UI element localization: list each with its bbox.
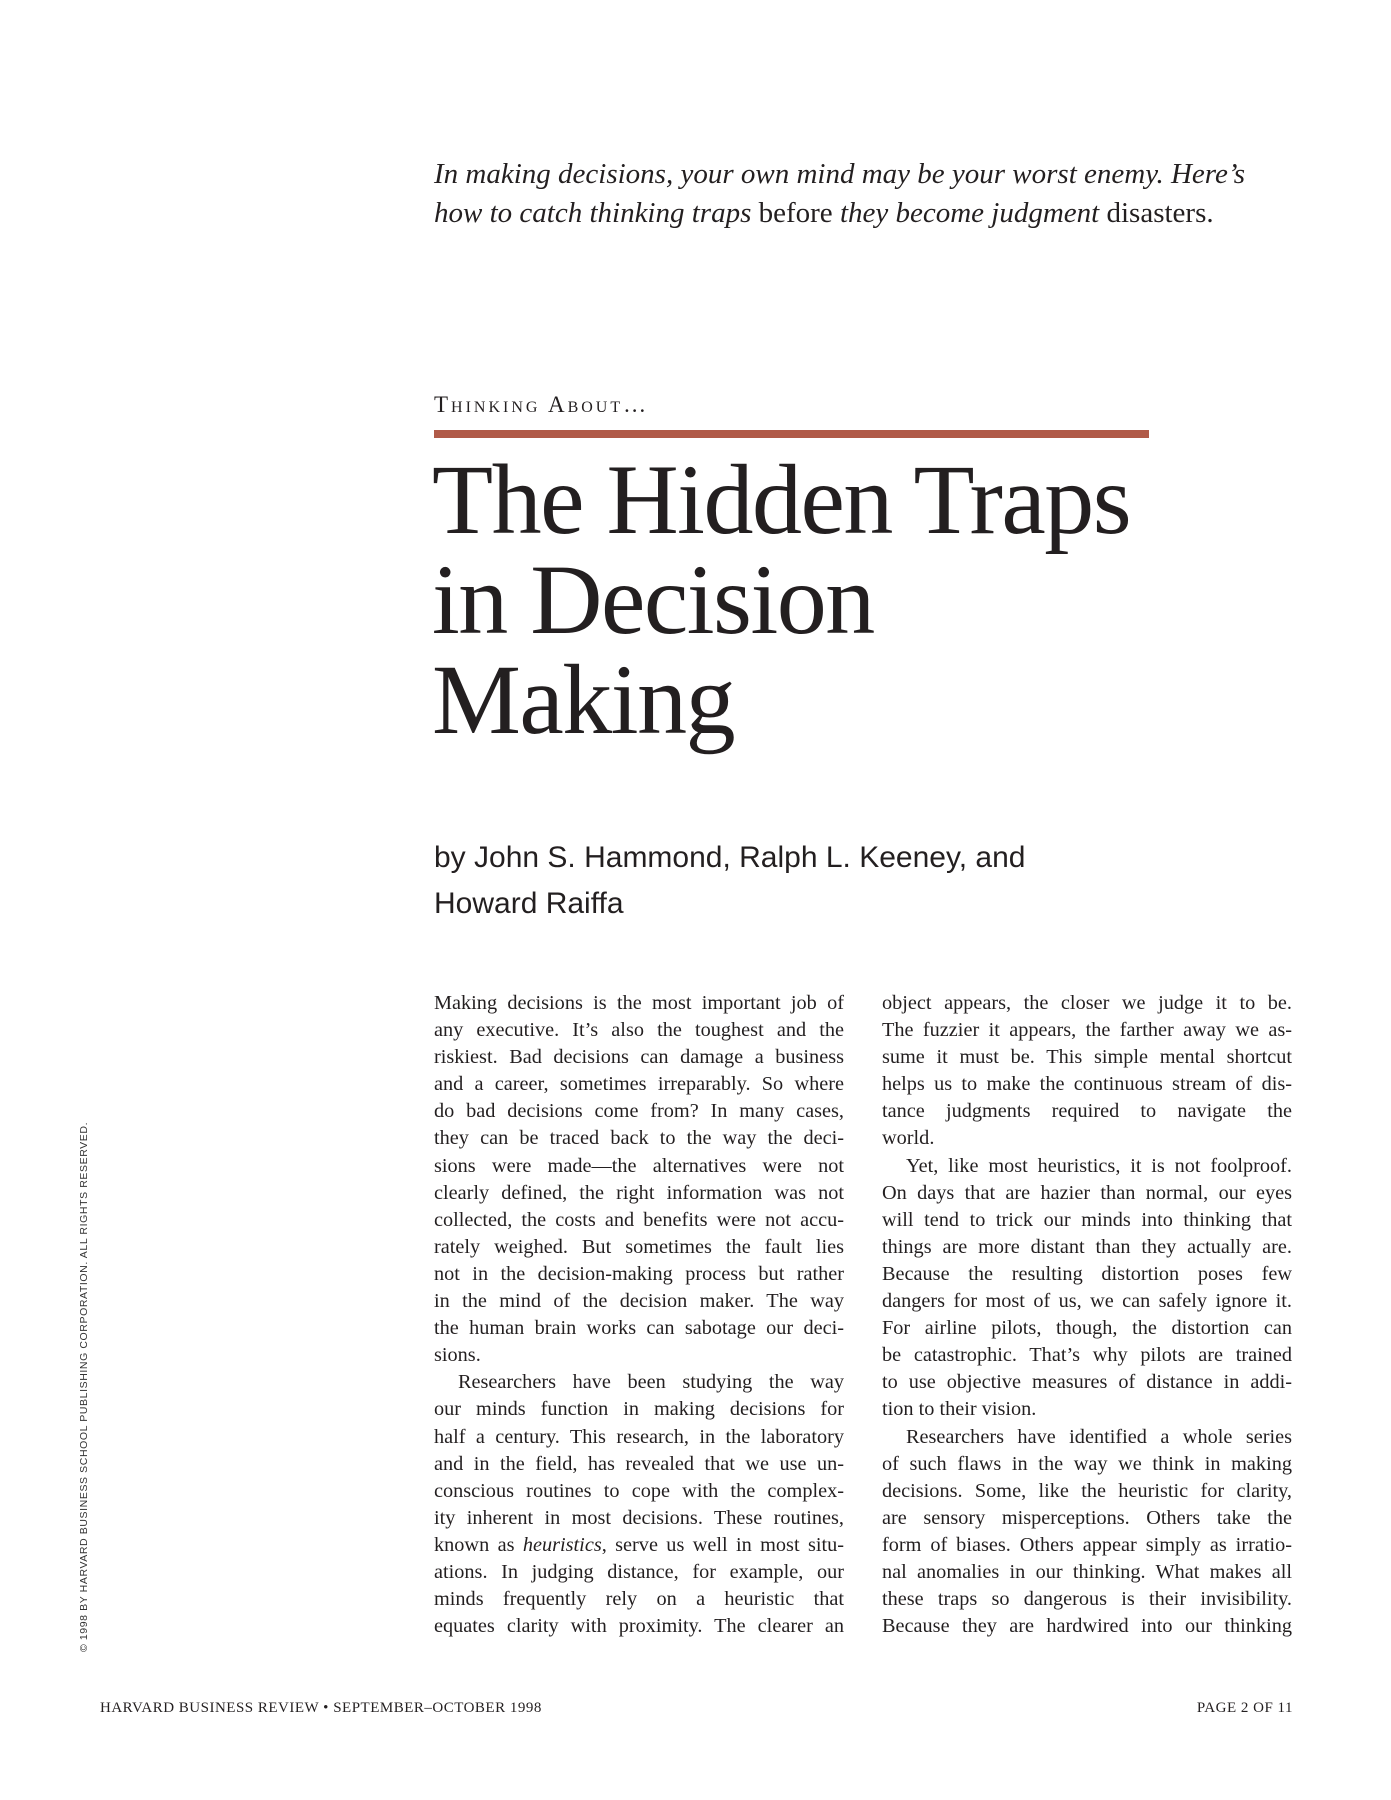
body-text-line: Researchers have been studying the way (458, 1371, 844, 1394)
body-text-line: ations. In judging distance, for example, our (434, 1560, 844, 1583)
deck-subtitle (434, 155, 1245, 233)
byline-line: by John S. Hammond, Ralph L. Keeney, and (434, 841, 1026, 874)
section-kicker: Thinking About… (434, 392, 650, 417)
body-text-line: On days that are hazier than normal, our eyes (882, 1181, 1292, 1204)
body-text-line: any executive. It’s also the toughest and the (434, 1019, 844, 1042)
body-text-line: form of biases. Others appear simply as irratio- (882, 1533, 1292, 1556)
body-text-line: ity inherent in most decisions. These routines, (434, 1506, 844, 1529)
footer-page-number: PAGE 2 OF 11 (1196, 1700, 1293, 1716)
body-text-line: sume it must be. This simple mental shortcut (882, 1046, 1292, 1069)
deck-line-1: In making decisions, your own mind may be your worst enemy. Here’s (434, 158, 1246, 190)
body-text-line: things are more distant than they actually are. (882, 1235, 1292, 1258)
body-column-2 (882, 990, 1292, 1640)
body-text-line: Yet, like most heuristics, it is not foolproof. (906, 1154, 1292, 1177)
body-column-1 (434, 990, 844, 1640)
body-text-line: nal anomalies in our thinking. What makes all (882, 1560, 1292, 1583)
deck-segment: how to catch thinking traps (434, 197, 752, 229)
body-text-line: these traps so dangerous is their invisibility. (882, 1588, 1292, 1611)
body-text-line: Making decisions is the most important job of (434, 992, 844, 1014)
body-text-line: riskiest. Bad decisions can damage a business (434, 1046, 844, 1069)
footer-publication: HARVARD BUSINESS REVIEW • SEPTEMBER–OCTOBER 1998 (100, 1700, 542, 1716)
body-text-line: in the mind of the decision maker. The way (434, 1290, 844, 1313)
section-rule (434, 430, 1149, 438)
body-text-line: Because they are hardwired into our thinking (882, 1615, 1292, 1638)
body-text-line: The fuzzier it appears, the farther away we as- (882, 1019, 1292, 1042)
copyright-notice: © 1998 BY HARVARD BUSINESS SCHOOL PUBLISHING CORPORATION. ALL RIGHTS RESERVED. (78, 1121, 90, 1652)
body-text-line: For airline pilots, though, the distortion can (882, 1317, 1292, 1340)
body-text-line: collected, the costs and benefits were not accu- (434, 1208, 844, 1231)
deck-line-2 (434, 194, 1245, 233)
body-text-line: sions. (434, 1344, 481, 1367)
title-line: in Decision (432, 544, 874, 655)
body-text-line: helps us to make the continuous stream of dis- (882, 1073, 1292, 1096)
body-text-line: Because the resulting distortion poses few (882, 1262, 1292, 1285)
body-text-line: half a century. This research, in the laboratory (434, 1425, 844, 1448)
deck-segment: they become judgment (839, 197, 1100, 229)
body-text-line: tion to their vision. (882, 1398, 1037, 1421)
byline-line: Howard Raiffa (434, 887, 624, 920)
body-text-line: object appears, the closer we judge it to be. (882, 992, 1292, 1014)
body-text-line (434, 1532, 844, 1559)
body-text-line: decisions. Some, like the heuristic for clarity, (882, 1479, 1292, 1502)
body-text-line: not in the decision-making process but rather (434, 1262, 844, 1285)
body-text-line: equates clarity with proximity. The clearer an (434, 1615, 844, 1638)
body-text-line: are sensory misperceptions. Others take the (882, 1506, 1292, 1529)
title-line: Making (432, 644, 735, 755)
text-segment: known as (434, 1533, 523, 1556)
body-text-line: the human brain works can sabotage our deci- (434, 1317, 844, 1340)
body-text-line: world. (882, 1127, 935, 1150)
body-text-line: dangers for most of us, we can safely ignore it. (882, 1290, 1292, 1313)
body-text-line: sions were made—the alternatives were not (434, 1154, 844, 1177)
emphasis-text: heuristics (522, 1533, 602, 1556)
body-text-line: rately weighed. But sometimes the fault lies (434, 1235, 844, 1258)
body-text-line: conscious routines to cope with the complex- (434, 1479, 844, 1502)
body-text-line: tance judgments required to navigate the (882, 1100, 1292, 1123)
body-text-line: of such flaws in the way we think in making (882, 1452, 1292, 1475)
body-text-line: minds frequently rely on a heuristic that (434, 1588, 844, 1611)
body-text-line: our minds function in making decisions for (434, 1398, 844, 1421)
body-text-line: and in the field, has revealed that we use un- (434, 1452, 844, 1475)
body-text-line: they can be traced back to the way the deci- (434, 1127, 844, 1150)
text-segment: , serve us well in most situ- (601, 1533, 844, 1556)
body-text-line: do bad decisions come from? In many cases, (434, 1100, 844, 1123)
title-line: The Hidden Traps (432, 444, 1131, 555)
body-text-line: and a career, sometimes irreparably. So where (434, 1073, 844, 1096)
body-text-line: clearly defined, the right information was not (434, 1181, 844, 1204)
body-text-line: be catastrophic. That’s why pilots are trained (882, 1344, 1292, 1367)
deck-segment: disasters. (1099, 197, 1214, 229)
body-text-line: Researchers have identified a whole series (906, 1425, 1292, 1448)
body-text-line: to use objective measures of distance in addi- (882, 1371, 1292, 1394)
article-byline (434, 835, 1025, 927)
deck-segment: before (751, 197, 840, 229)
article-title (432, 444, 1131, 755)
body-text-line: will tend to trick our minds into thinking that (882, 1208, 1292, 1231)
